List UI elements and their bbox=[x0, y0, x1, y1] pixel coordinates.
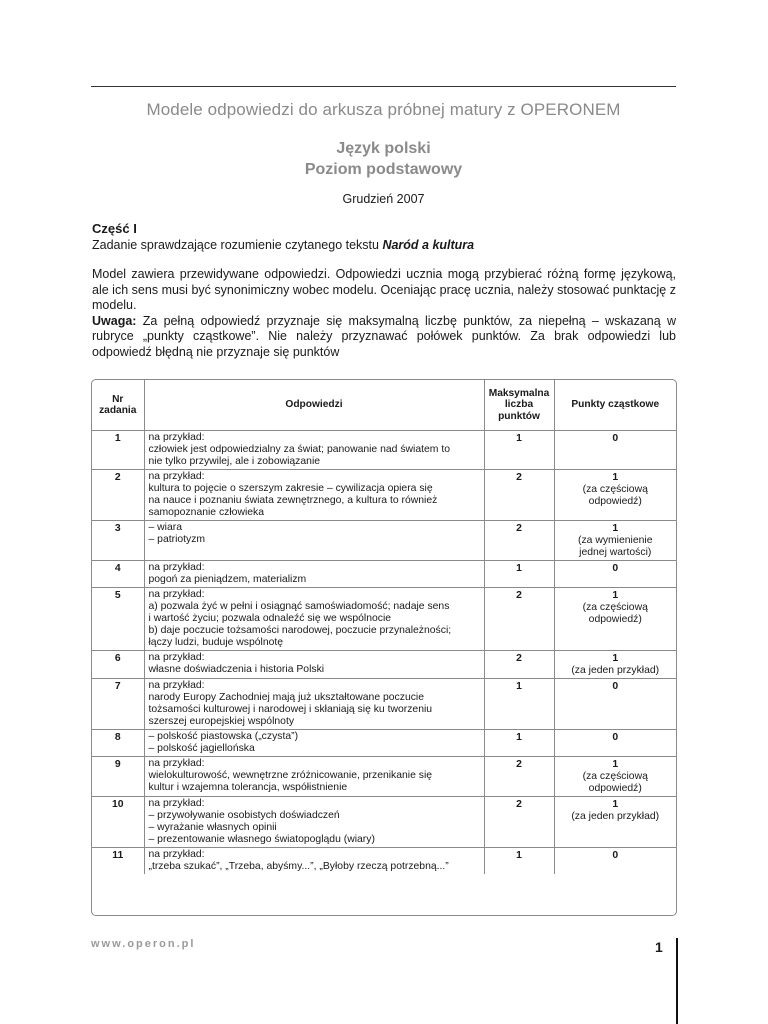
partial-points bbox=[554, 730, 676, 757]
header-partial: Punkty cząstkowe bbox=[554, 380, 676, 431]
table-row bbox=[92, 797, 676, 848]
max-points: 2 bbox=[484, 470, 554, 521]
partial-value: 1 bbox=[612, 523, 619, 534]
answer-cell bbox=[144, 588, 484, 651]
intro-paragraph: Model zawiera przewidywane odpowiedzi. Odpowiedzi ucznia mogą przybierać różną formę językową, ale ich sens musi być synonimiczny wobec modelu. Oceniając pracę ucznia, należy stosować punktację z modelu. bbox=[92, 267, 676, 312]
partial-points bbox=[554, 797, 676, 848]
answer-line: – prezentowanie własnego światopoglądu (wiary) bbox=[148, 834, 375, 845]
answer-line: wielokulturowość, wewnętrzne zróżnicowanie, przenikanie się bbox=[148, 770, 433, 781]
max-points: 2 bbox=[484, 521, 554, 561]
part-heading: Część I bbox=[92, 221, 137, 236]
note-text: Za pełną odpowiedź przyznaje się maksymalną liczbę punktów, za niepełną – wskazaną w rubryce „punkty cząstkowe”. Nie należy przyznawać połówek punktów. Za brak odpowiedzi lub odpowiedź błędną nie przyznaje się punktów bbox=[92, 313, 676, 359]
partial-value: 1 bbox=[612, 472, 619, 483]
max-points: 2 bbox=[484, 651, 554, 679]
answer-cell bbox=[144, 757, 484, 797]
max-points: 1 bbox=[484, 848, 554, 875]
answer-line: a) pozwala żyć w pełni i osiągnąć samoświadomość; nadaje sens bbox=[148, 601, 450, 612]
table-row bbox=[92, 679, 676, 730]
partial-points bbox=[554, 757, 676, 797]
answer-cell bbox=[144, 521, 484, 561]
page-side-rule bbox=[676, 938, 678, 1024]
scoring-table-frame bbox=[91, 379, 677, 916]
table-row bbox=[92, 651, 676, 679]
subject-heading bbox=[91, 138, 676, 180]
note-label: Uwaga: bbox=[92, 313, 137, 328]
answer-cell bbox=[144, 848, 484, 875]
answer-line: – wiara bbox=[148, 522, 182, 533]
answer-line: łączy ludzi, buduje wspólnotę bbox=[148, 637, 284, 648]
intro-text bbox=[92, 267, 676, 360]
answer-line: – patriotyzm bbox=[148, 534, 206, 545]
max-points: 2 bbox=[484, 588, 554, 651]
task-number: 11 bbox=[92, 848, 144, 875]
answer-line: i wartość życiu; pozwala odnaleźć się we wspólnocie bbox=[148, 613, 392, 624]
subject-level: Poziom podstawowy bbox=[304, 161, 463, 178]
answer-cell bbox=[144, 730, 484, 757]
document-title: Modele odpowiedzi do arkusza próbnej matury z OPERONEM bbox=[146, 100, 621, 119]
table-row bbox=[92, 848, 676, 875]
partial-note: odpowiedź) bbox=[588, 496, 642, 507]
partial-value: 0 bbox=[612, 563, 619, 574]
answer-line: na przykład: bbox=[148, 849, 205, 860]
answer-line: samopoznanie człowieka bbox=[148, 507, 265, 518]
table-row bbox=[92, 470, 676, 521]
answer-line: na przykład: bbox=[148, 471, 205, 482]
header-answers: Odpowiedzi bbox=[144, 380, 484, 431]
table-body bbox=[92, 431, 676, 875]
answer-line: na przykład: bbox=[148, 562, 205, 573]
task-number: 4 bbox=[92, 561, 144, 588]
intro-note bbox=[92, 314, 676, 361]
task-number: 5 bbox=[92, 588, 144, 651]
answer-line: na przykład: bbox=[148, 652, 205, 663]
max-points: 1 bbox=[484, 431, 554, 470]
answer-cell bbox=[144, 797, 484, 848]
table-row bbox=[92, 521, 676, 561]
answer-line: na nauce i poznaniu świata zewnętrznego, a kultura to również bbox=[148, 495, 438, 506]
partial-note: (za częściową bbox=[582, 602, 648, 613]
subject-name: Język polski bbox=[336, 140, 431, 157]
answer-line: nie tylko przywilej, ale i zobowiązanie bbox=[148, 456, 321, 467]
partial-note: (za jeden przykład) bbox=[571, 665, 660, 676]
footer-url: www.operon.pl bbox=[91, 938, 196, 950]
answer-line: na przykład: bbox=[148, 432, 205, 443]
max-points: 1 bbox=[484, 679, 554, 730]
table-row bbox=[92, 431, 676, 470]
partial-note: (za częściową bbox=[582, 484, 648, 495]
partial-value: 0 bbox=[612, 850, 619, 861]
scoring-table bbox=[92, 380, 676, 874]
task-number: 10 bbox=[92, 797, 144, 848]
task-prefix: Zadanie sprawdzające rozumienie czytanego tekstu bbox=[92, 238, 383, 252]
partial-value: 1 bbox=[612, 653, 619, 664]
partial-value: 1 bbox=[612, 590, 619, 601]
table-row bbox=[92, 757, 676, 797]
partial-points bbox=[554, 679, 676, 730]
partial-points bbox=[554, 470, 676, 521]
task-number: 1 bbox=[92, 431, 144, 470]
answer-line: kultura to pojęcie o szerszym zakresie – cywilizacja opiera się bbox=[148, 483, 433, 494]
answer-line: na przykład: bbox=[148, 798, 205, 809]
max-points: 2 bbox=[484, 757, 554, 797]
header-nr: Nr zadania bbox=[92, 380, 144, 431]
answer-line: narody Europy Zachodniej mają już ukształtowane poczucie bbox=[148, 692, 425, 703]
answer-line: – przywoływanie osobistych doświadczeń bbox=[148, 810, 340, 821]
task-title: Naród a kultura bbox=[382, 238, 475, 252]
header-max: Maksymalna liczba punktów bbox=[484, 380, 554, 431]
partial-note: (za jeden przykład) bbox=[571, 811, 660, 822]
task-number: 9 bbox=[92, 757, 144, 797]
partial-value: 0 bbox=[612, 433, 619, 444]
partial-note: jednej wartości) bbox=[579, 547, 652, 558]
task-number: 2 bbox=[92, 470, 144, 521]
top-rule bbox=[91, 86, 676, 87]
max-points: 2 bbox=[484, 797, 554, 848]
partial-value: 0 bbox=[612, 681, 619, 692]
answer-cell bbox=[144, 431, 484, 470]
answer-line: pogoń za pieniądzem, materializm bbox=[148, 574, 307, 585]
answer-cell bbox=[144, 561, 484, 588]
partial-value: 0 bbox=[612, 732, 619, 743]
partial-value: 1 bbox=[612, 759, 619, 770]
partial-note: (za wymienienie bbox=[578, 535, 653, 546]
answer-line: „trzeba szukać”, „Trzeba, abyśmy...”, „Byłoby rzeczą potrzebną...” bbox=[148, 861, 449, 872]
answer-line: człowiek jest odpowiedzialny za świat; panowanie nad światem to bbox=[148, 444, 450, 455]
answer-line: b) daje poczucie tożsamości narodowej, poczucie przynależności; bbox=[148, 625, 452, 636]
task-number: 7 bbox=[92, 679, 144, 730]
table-row bbox=[92, 730, 676, 757]
task-number: 8 bbox=[92, 730, 144, 757]
answer-cell bbox=[144, 470, 484, 521]
partial-note: odpowiedź) bbox=[588, 614, 642, 625]
answer-line: kultur i wzajemna tolerancja, współistnienie bbox=[148, 782, 348, 793]
task-number: 6 bbox=[92, 651, 144, 679]
document-date: Grudzień 2007 bbox=[342, 192, 425, 206]
max-points: 1 bbox=[484, 561, 554, 588]
answer-line: tożsamości kulturowej i narodowej i skłaniają się ku tworzeniu bbox=[148, 704, 433, 715]
partial-points bbox=[554, 561, 676, 588]
answer-line: szerszej europejskiej wspólnoty bbox=[148, 716, 295, 727]
answer-line: własne doświadczenia i historia Polski bbox=[148, 664, 325, 675]
answer-line: na przykład: bbox=[148, 589, 205, 600]
answer-cell bbox=[144, 651, 484, 679]
answer-line: na przykład: bbox=[148, 680, 205, 691]
task-number: 3 bbox=[92, 521, 144, 561]
partial-note: (za częściową bbox=[582, 771, 648, 782]
table-row bbox=[92, 588, 676, 651]
max-points: 1 bbox=[484, 730, 554, 757]
task-description bbox=[92, 238, 474, 252]
partial-points bbox=[554, 848, 676, 875]
answer-cell bbox=[144, 679, 484, 730]
page-number: 1 bbox=[655, 939, 663, 955]
partial-points bbox=[554, 521, 676, 561]
answer-line: – polskość piastowska („czysta”) bbox=[148, 731, 299, 742]
partial-points bbox=[554, 431, 676, 470]
answer-line: – polskość jagiellońska bbox=[148, 743, 255, 754]
partial-points bbox=[554, 651, 676, 679]
table-row bbox=[92, 561, 676, 588]
answer-line: na przykład: bbox=[148, 758, 205, 769]
partial-points bbox=[554, 588, 676, 651]
table-header-row bbox=[92, 380, 676, 431]
answer-line: – wyrażanie własnych opinii bbox=[148, 822, 277, 833]
partial-note: odpowiedź) bbox=[588, 783, 642, 794]
partial-value: 1 bbox=[612, 799, 619, 810]
